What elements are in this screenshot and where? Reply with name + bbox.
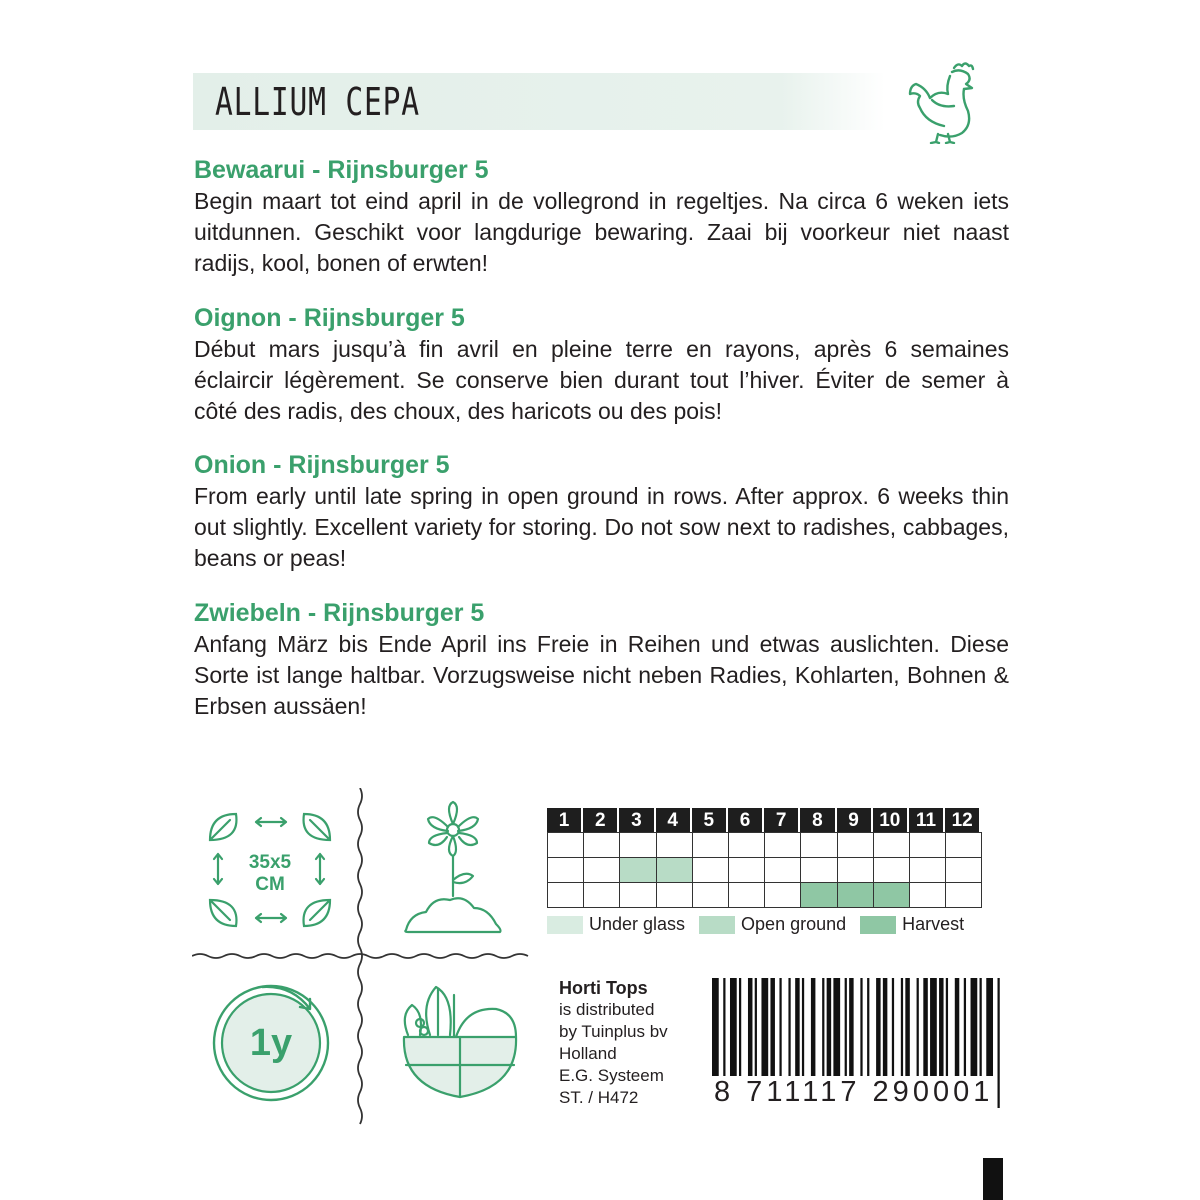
- barcode-bar: [892, 978, 894, 1078]
- calendar-cell: [584, 857, 620, 882]
- calendar-cell: [838, 857, 874, 882]
- print-mark: [983, 1158, 1003, 1200]
- legend-swatch: [699, 916, 735, 934]
- calendar-cell: [801, 832, 837, 857]
- calendar-month-label: 9: [837, 808, 873, 832]
- calendar-cell: [946, 832, 982, 857]
- harvest-basket-icon: [390, 975, 530, 1115]
- barcode-bar: [811, 978, 815, 1078]
- barcode-bar: [930, 978, 937, 1078]
- barcode-bar: [964, 978, 966, 1078]
- barcode-bar: [788, 978, 790, 1078]
- calendar-month-label: 7: [764, 808, 800, 832]
- calendar-row-under-glass: [548, 832, 982, 857]
- legend-item: [699, 914, 846, 935]
- calendar-row-harvest: [548, 882, 982, 907]
- calendar-cell: [693, 832, 729, 857]
- distributor-line: Holland: [559, 1044, 617, 1063]
- calendar-month-label: 2: [583, 808, 619, 832]
- legend-swatch: [860, 916, 896, 934]
- calendar-cell: [874, 857, 910, 882]
- calendar-month-label: 6: [728, 808, 764, 832]
- section-body: Begin maart tot eind april in de vollegrond in regeltjes. Na circa 6 weken iets uitdunnen. Geschikt voor langdurige bewaring. Zaai bij voorkeur niet naast radijs, kool, bonen of erwten!: [194, 188, 1009, 276]
- legend-item: [860, 914, 964, 935]
- section-body: Début mars jusqu’à fin avril en pleine terre en rayons, après 6 semaines éclaircir légèrement. Se conserve bien durant tout l’hiver. Éviter de semer à côté des radis, des choux, des haricots ou des pois!: [194, 336, 1009, 424]
- barcode-bar: [755, 978, 757, 1078]
- calendar-cell: [657, 832, 693, 857]
- section-title: Bewaarui - Rijnsburger 5: [194, 156, 489, 184]
- calendar-month-label: 1: [547, 808, 583, 832]
- section-title: Oignon - Rijnsburger 5: [194, 304, 465, 332]
- spacing-value: 35x5: [248, 852, 292, 873]
- barcode-bar: [730, 978, 737, 1078]
- calendar-cell: [910, 882, 946, 907]
- barcode-bar: [849, 978, 853, 1078]
- legend-label: Open ground: [741, 914, 847, 934]
- barcode-bar: [980, 978, 982, 1078]
- spacing-unit: CM: [255, 874, 285, 895]
- calendar-cell: [801, 857, 837, 882]
- sowing-plant-icon: [398, 800, 508, 940]
- calendar-cell: [765, 832, 801, 857]
- barcode-bar: [917, 978, 919, 1078]
- calendar-month-label: 11: [909, 808, 945, 832]
- calendar-cell: [838, 832, 874, 857]
- calendar-cell: [693, 857, 729, 882]
- calendar-cell: [548, 832, 584, 857]
- calendar-cell: [548, 857, 584, 882]
- barcode-bar: [795, 978, 799, 1078]
- section-french: [194, 303, 1009, 427]
- calendar-row-open-ground: [548, 857, 982, 882]
- barcode-bar: [739, 978, 741, 1078]
- barcode-number: 8 711117 290001: [710, 1076, 997, 1109]
- section-dutch: [194, 155, 1009, 279]
- calendar-month-label: 3: [619, 808, 655, 832]
- calendar-cell: [838, 882, 874, 907]
- page-title: ALLIUM CEPA: [215, 80, 420, 124]
- section-body: Anfang März bis Ende April ins Freie in Reihen und etwas auslichten. Diese Sorte ist lange haltbar. Vorzugsweise nicht neben Radies, Kohlarten, Bohnen & Erbsen aussäen!: [194, 631, 1009, 719]
- lifecycle-icon: [206, 978, 336, 1108]
- distributor-line: ST. / H472: [559, 1088, 639, 1107]
- calendar-cell: [765, 882, 801, 907]
- barcode-bar: [905, 978, 909, 1078]
- calendar-cell: [620, 857, 656, 882]
- section-title: Zwiebeln - Rijnsburger 5: [194, 599, 485, 627]
- calendar-cell: [620, 832, 656, 857]
- calendar-cell: [584, 832, 620, 857]
- calendar-cell: [584, 882, 620, 907]
- section-english: [194, 450, 1009, 574]
- barcode-bar: [867, 978, 869, 1078]
- barcode-bar: [779, 978, 781, 1078]
- calendar-cell: [693, 882, 729, 907]
- calendar-month-label: 12: [945, 808, 981, 832]
- distributor-info: [559, 977, 668, 1109]
- barcode-bar: [971, 978, 978, 1078]
- distributor-line: by Tuinplus bv: [559, 1022, 668, 1041]
- lifecycle-label: 1y: [249, 1022, 293, 1064]
- calendar-cell: [620, 882, 656, 907]
- calendar-cell: [801, 882, 837, 907]
- legend-label: Harvest: [902, 914, 965, 934]
- calendar-month-header: [547, 808, 982, 832]
- barcode-bar: [883, 978, 887, 1078]
- barcode-bar: [748, 978, 752, 1078]
- calendar-cell: [729, 832, 765, 857]
- barcode-bar: [845, 978, 847, 1078]
- barcode-bar: [923, 978, 927, 1078]
- section-body: From early until late spring in open ground in rows. After approx. 6 weeks thin out slightly. Excellent variety for storing. Do not sow next to radishes, cabbages, beans or peas!: [194, 483, 1009, 571]
- barcode-bar: [833, 978, 840, 1078]
- rooster-icon: [902, 58, 982, 144]
- brand-name: Horti Tops: [559, 978, 648, 998]
- calendar-cell: [874, 882, 910, 907]
- calendar-month-label: 5: [692, 808, 728, 832]
- calendar-cell: [729, 882, 765, 907]
- barcode-bar: [802, 978, 804, 1078]
- barcode-bar: [998, 978, 1000, 1108]
- calendar-cell: [946, 882, 982, 907]
- barcode-bar: [955, 978, 959, 1078]
- calendar-cell: [910, 857, 946, 882]
- calendar-cell: [657, 857, 693, 882]
- legend-item: [547, 914, 685, 935]
- section-german: [194, 598, 1009, 722]
- calendar-month-label: 4: [656, 808, 692, 832]
- calendar-month-label: 10: [873, 808, 909, 832]
- calendar-grid: [547, 832, 982, 908]
- calendar-cell: [874, 832, 910, 857]
- barcode-bar: [761, 978, 768, 1078]
- legend-label: Under glass: [589, 914, 686, 934]
- barcode-bar: [827, 978, 831, 1078]
- barcode-bar: [939, 978, 943, 1078]
- distributor-line: E.G. Systeem: [559, 1066, 664, 1085]
- barcode-bar: [876, 978, 880, 1078]
- barcode-bar: [770, 978, 774, 1078]
- spacing-icon: [200, 800, 340, 940]
- calendar-cell: [548, 882, 584, 907]
- barcode-bar: [946, 978, 948, 1078]
- calendar-month-label: 8: [800, 808, 836, 832]
- calendar-cell: [657, 882, 693, 907]
- calendar-cell: [910, 832, 946, 857]
- distributor-line: is distributed: [559, 1000, 655, 1019]
- calendar-cell: [765, 857, 801, 882]
- legend-swatch: [547, 916, 583, 934]
- calendar-legend: [547, 914, 978, 935]
- barcode-bar: [901, 978, 903, 1078]
- calendar-cell: [946, 857, 982, 882]
- barcode-bar: [822, 978, 824, 1078]
- section-title: Onion - Rijnsburger 5: [194, 451, 450, 479]
- calendar-cell: [729, 857, 765, 882]
- sowing-calendar: [547, 808, 982, 908]
